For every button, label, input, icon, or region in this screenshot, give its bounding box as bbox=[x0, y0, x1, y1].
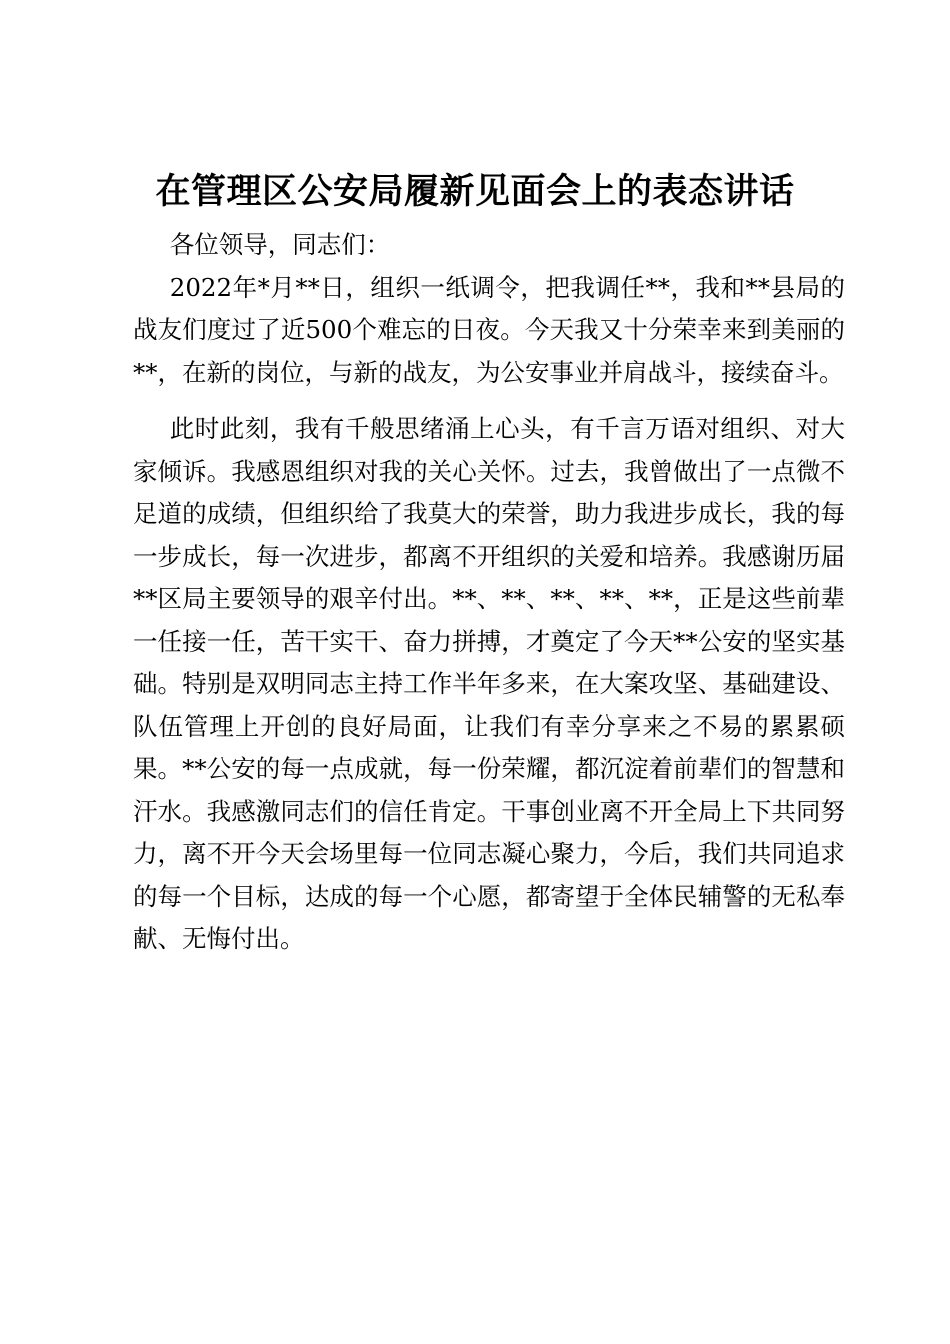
paragraph-1: 2022年*月**日，组织一纸调令，把我调任**，我和**县局的战友们度过了近500个难忘的日夜。今天我又十分荣幸来到美丽的**，在新的岗位，与新的战友，为公安事业并肩战斗，接续奋斗。 bbox=[133, 272, 845, 387]
document-title: 在管理区公安局履新见面会上的表态讲话 bbox=[155, 171, 795, 212]
paragraph-2: 此时此刻，我有千般思绪涌上心头，有千言万语对组织、对大家倾诉。我感恩组织对我的关心关怀。过去，我曾做出了一点微不足道的成绩，但组织给了我莫大的荣誉，助力我进步成长，我的每一步成长，每一次进步，都离不开组织的关爱和培养。我感谢历届**区局主要领导的艰辛付出。**、**、**、**、**，正是这些前辈一任接一任，苦干实干、奋力拼搏，才奠定了今天**公安的坚实基础。特别是双明同志主持工作半年多来，在大案攻坚、基础建设、队伍管理上开创的良好局面，让我们有幸分享来之不易的累累硕果。**公安的每一点成就，每一份荣耀，都沉淀着前辈们的智慧和汗水。我感激同志们的信任肯定。干事创业离不开全局上下共同努力，离不开今天会场里每一位同志凝心聚力，今后，我们共同追求的每一个目标，达成的每一个心愿，都寄望于全体民辅警的无私奉献、无悔付出。 bbox=[133, 414, 845, 953]
salutation: 各位领导，同志们： bbox=[169, 230, 391, 259]
document-body bbox=[133, 224, 845, 961]
